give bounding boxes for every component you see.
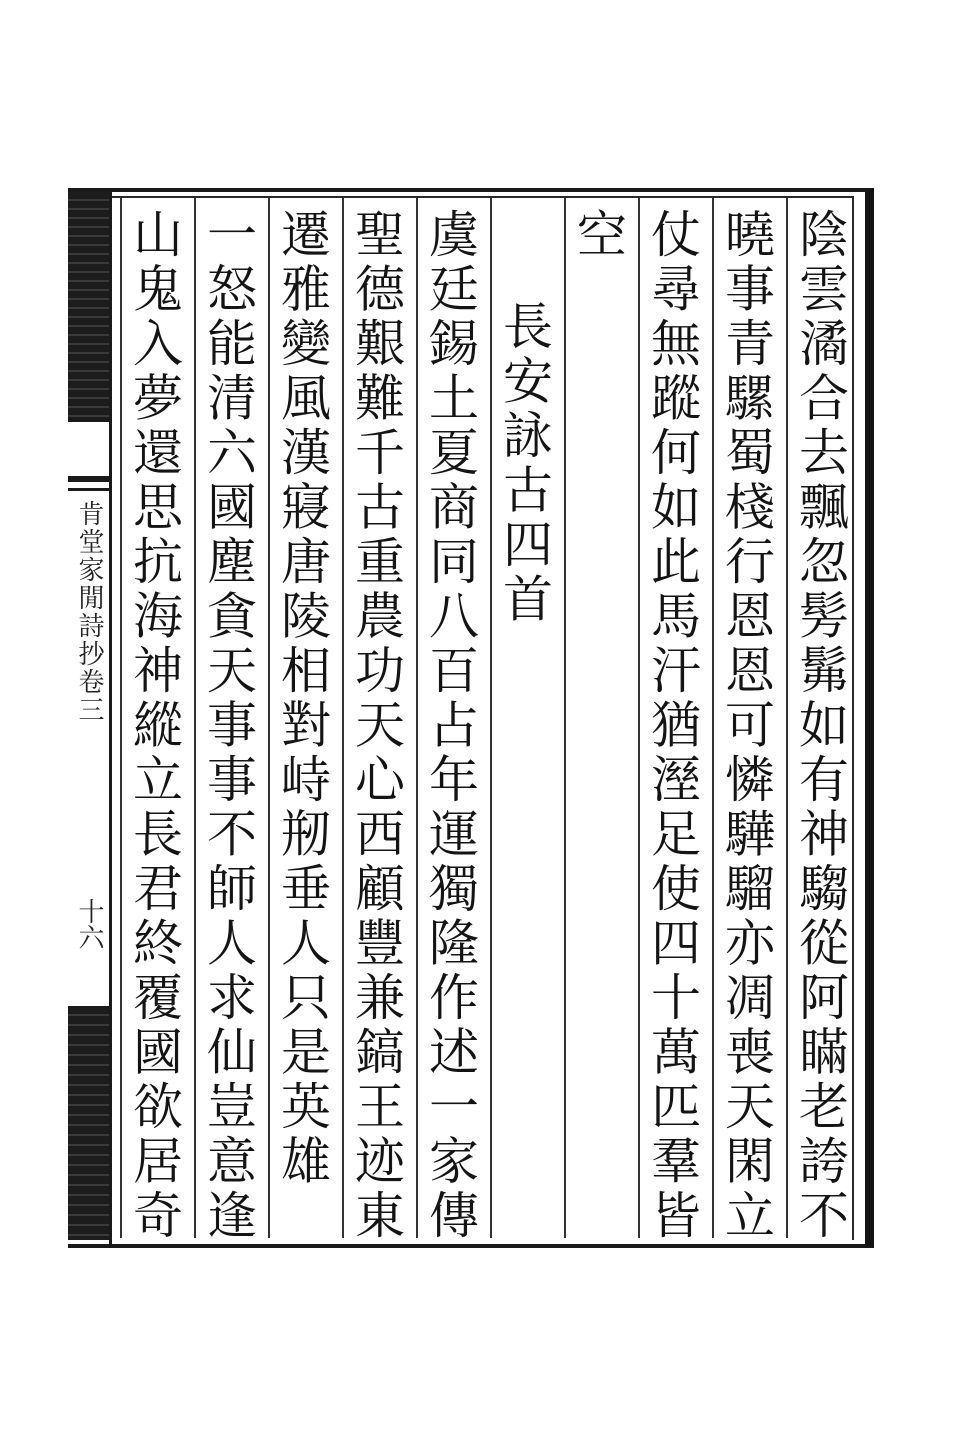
column-rule [120, 198, 122, 1238]
text-column-9: 一怒能清六國塵貪天事事不師人求仙豈意逢 [199, 208, 257, 1244]
column-rule [638, 198, 640, 1238]
fold-margin-strip [68, 192, 112, 1244]
fold-fishtail-rule [68, 476, 109, 482]
fold-book-title: 肯堂家閒詩抄卷三 [74, 500, 104, 724]
text-column-1: 陰雲潏合去飄忽髣髴如有神騶從阿瞞老誇不 [791, 208, 849, 1244]
column-rule [268, 198, 270, 1238]
text-column-8: 遷雅變風漢寢唐陵相對峙剏垂人只是英雄 [273, 208, 331, 1189]
fold-black-mouth-bottom [68, 1006, 109, 1240]
column-rule [194, 198, 196, 1238]
column-rule [786, 198, 788, 1238]
column-rule [342, 198, 344, 1238]
column-rule [490, 198, 492, 1238]
column-rule [712, 198, 714, 1238]
text-column-7: 聖德艱難千古重農功天心西顧豐兼鎬王迹東 [347, 208, 405, 1244]
fold-rule [68, 488, 109, 491]
fold-page-number: 十六 [74, 898, 104, 950]
text-column-2: 曉事青騾蜀棧行恩恩可憐驊騮亦凋喪天閑立 [717, 208, 775, 1244]
text-column-3: 仗尋無蹤何如此馬汗猶溼足使四十萬匹羣皆 [643, 208, 701, 1244]
text-column-6: 虞廷錫土夏商同八百占年運獨隆作述一家傳 [421, 208, 479, 1244]
column-rule [416, 198, 418, 1238]
inner-border-rule-right [852, 196, 854, 1240]
fold-rule [68, 418, 109, 422]
poem-title-column: 長安詠古四首 [495, 300, 553, 627]
inner-border-rule-top [110, 196, 854, 198]
text-column-4: 空 [569, 208, 627, 263]
text-column-10: 山鬼入夢還思抗海神縱立長君終覆國欲居奇 [125, 208, 183, 1244]
column-rule [564, 198, 566, 1238]
fold-black-mouth-top [68, 192, 109, 420]
